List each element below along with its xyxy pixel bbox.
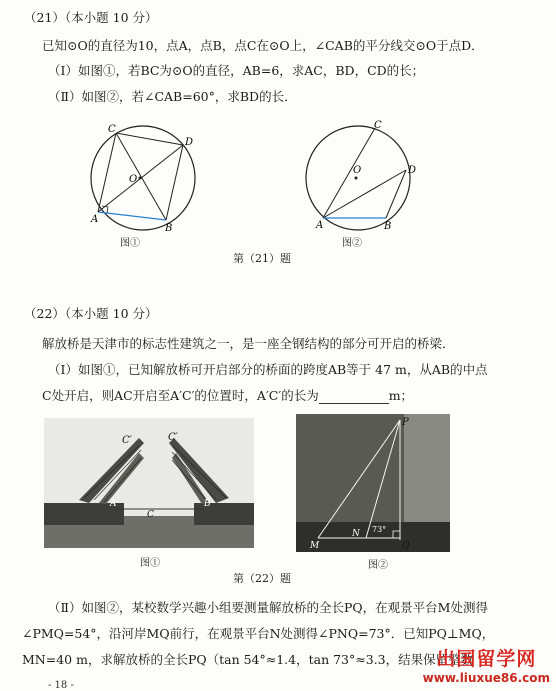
q21-part2: （Ⅱ）如图②，若∠CAB=60°，求BD的长． (48, 89, 297, 104)
q22-part1-a: （Ⅰ）如图①，已知解放桥可开启部分的桥面的跨度AB等于 47 m，从AB的中点 (48, 362, 488, 377)
label-p: P (402, 417, 409, 428)
label-q: Q (402, 541, 410, 551)
q22-figure-title: 第（22）题 (233, 572, 291, 585)
label-a: A (316, 220, 324, 231)
q22-part2-line1: （Ⅱ）如图②，某校数学兴趣小组要测量解放桥的全长PQ，在观景平台M处测得 (48, 600, 488, 615)
q21-fig2-caption: 图② (342, 238, 362, 249)
q22-bridge-photo (44, 418, 254, 548)
label-o: O (353, 165, 362, 176)
q21-figure-1 (78, 120, 208, 242)
label-b: B (165, 223, 173, 234)
q22-fig1-caption: 图① (140, 558, 160, 569)
circle-o (91, 126, 195, 230)
brand-watermark (423, 644, 550, 685)
q22-header: （22）（本小题 10 分） (24, 306, 158, 321)
angle-label: 73° (372, 525, 387, 534)
label-a: A (91, 214, 99, 225)
q22-intro: 解放桥是天津市的标志性建筑之一，是一座全钢结构的部分可开启的桥梁． (42, 336, 455, 351)
circle-o (306, 126, 410, 230)
label-a: A (110, 499, 117, 509)
q21-stem: 已知⊙O的直径为10，点A，点B，点C在⊙O上，∠CAB的平分线交⊙O于点D． (42, 38, 484, 53)
label-b: B (204, 499, 211, 509)
q21-fig1-caption: 图① (120, 238, 140, 249)
page-number: - 18 - (48, 680, 74, 691)
q22-part2-line3: MN=40 m，求解放桥的全长PQ（tan 54°≈1.4，tan 73°≈3.3，结果保留整数 (22, 652, 474, 667)
label-n: N (352, 529, 360, 539)
q22-part1-b-unit: m； (388, 388, 414, 403)
q21-part1: （Ⅰ）如图①，若BC为⊙O的直径，AB=6，求AC，BD，CD的长； (48, 63, 425, 78)
brand-name: 出国留学网 (436, 648, 537, 670)
q22-part1-b (42, 388, 413, 404)
label-b: B (384, 221, 392, 232)
q22-fig2-caption: 图② (368, 560, 388, 571)
label-c: C (108, 124, 116, 135)
label-m: M (310, 541, 320, 551)
q21-figure-2 (298, 118, 428, 242)
label-o: O (129, 174, 138, 185)
q22-part1-b-text: C处开启，则AC开启至A′C′的位置时，A′C′的长为 (42, 388, 319, 403)
q21-header: （21）（本小题 10 分） (24, 10, 158, 25)
answer-blank (319, 391, 389, 404)
label-c: C (147, 510, 154, 520)
label-d: D (408, 165, 417, 176)
q22-measure-photo (296, 414, 450, 552)
label-c: C (374, 120, 382, 131)
label-c-prime-2: C′ (168, 432, 178, 443)
q21-figure-title: 第（21）题 (233, 252, 291, 265)
brand-url: www.liuxue86.com (422, 671, 550, 685)
label-c-prime-1: C′ (122, 435, 132, 446)
q22-part2-line2: ∠PMQ=54°，沿河岸MQ前行，在观景平台N处测得∠PNQ=73°．已知PQ⊥MQ， (22, 626, 495, 641)
label-d: D (185, 137, 194, 148)
